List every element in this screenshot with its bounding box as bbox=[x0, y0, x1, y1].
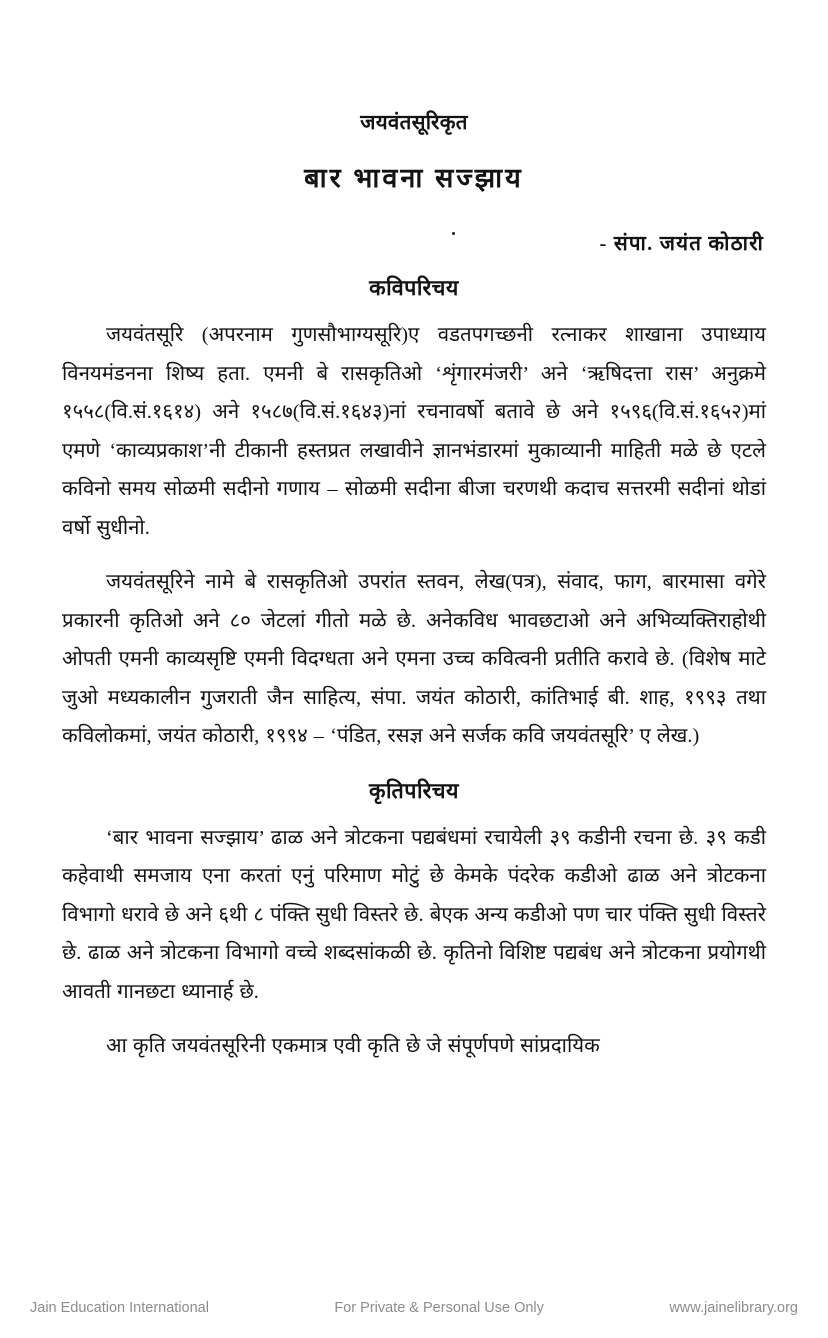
paragraph: ‘बार भावना सज्झाय’ ढाळ अने त्रोटकना पद्यबंधमां रचायेली ३९ कडीनी रचना छे. ३९ कडी कहेवाथी समजाय एना करतां एनुं परिमाण मोटुं छे केमके पंदरेक कडीओ ढाळ अने त्रोटकना विभागो धरावे छे अने ६थी ८ पंक्ति सुधी विस्तरे छे. बेएक अन्य कडीओ पण चार पंक्ति सुधी विस्तरे छे. ढाळ अने त्रोटकना विभागो वच्चे शब्दसांकळी छे. कृतिनो विशिष्ट पद्यबंध अने त्रोटकना प्रयोगथी आवती गानछटा ध्यानार्ह छे. bbox=[62, 826, 766, 1003]
page-title: बार भावना सज्झाय bbox=[304, 163, 524, 193]
footer-center-text: For Private & Personal Use Only bbox=[334, 1300, 544, 1316]
paragraph: आ कृति जयवंतसूरिनी एकमात्र एवी कृति छे जे संपूर्णपणे सांप्रदायिक bbox=[106, 1035, 600, 1057]
footer-left-text: Jain Education International bbox=[30, 1300, 209, 1316]
editor-credit: - संपा. जयंत कोठारी bbox=[599, 233, 764, 255]
section-heading-kritiparichay: कृतिपरिचय bbox=[368, 778, 460, 803]
section-heading-kaviparichay: कविपरिचय bbox=[369, 276, 459, 300]
stray-dot-mark bbox=[452, 232, 455, 235]
author-byline: जयवंतसूरिकृत bbox=[360, 112, 468, 134]
paragraph: जयवंतसूरिने नामे बे रासकृतिओ उपरांत स्तवन, लेख(पत्र), संवाद, फाग, बारमासा वगेरे प्रकारनी कृतिओ अने ८० जेटलां गीतो मळे छे. अनेकविध भावछटाओ अने अभिव्यक्तिराहोथी ओपती एमनी काव्यसृष्टि एमनी विदग्धता अने एमना उच्च कवित्वनी प्रतीति करावे छे. (विशेष माटे जुओ मध्यकालीन गुजराती जैन साहित्य, संपा. जयंत कोठारी, कांतिभाई बी. शाह, १९९३ तथा कविलोकमां, जयंत कोठारी, १९९४ – ‘पंडित, रसज्ञ अने सर्जक कवि जयवंतसूरि’ ए लेख.) bbox=[62, 571, 766, 747]
page-footer bbox=[0, 1300, 828, 1316]
paragraph: जयवंतसूरि (अपरनाम गुणसौभाग्यसूरि)ए वडतपगच्छनी रत्नाकर शाखाना उपाध्याय विनयमंडनना शिष्य हता. एमनी बे रासकृतिओ ‘शृंगारमंजरी’ अने ‘ऋषिदत्ता रास’ अनुक्रमे १५५८(वि.सं.१६१४) अने १५८७(वि.सं.१६४३)नां रचनावर्षो बतावे छे अने १५९६(वि.सं.१६५२)मां एमणे ‘काव्यप्रकाश’नी टीकानी हस्तप्रत लखावीने ज्ञानभंडारमां मुकाव्यानी माहिती मळे छे एटले कविनो समय सोळमी सदीनो गणाय – सोळमी सदीना बीजा चरणथी कदाच सत्तरमी सदीनां थोडां वर्षो सुधीनो. bbox=[62, 324, 766, 539]
footer-website-link[interactable]: www.jainelibrary.org bbox=[669, 1300, 798, 1316]
